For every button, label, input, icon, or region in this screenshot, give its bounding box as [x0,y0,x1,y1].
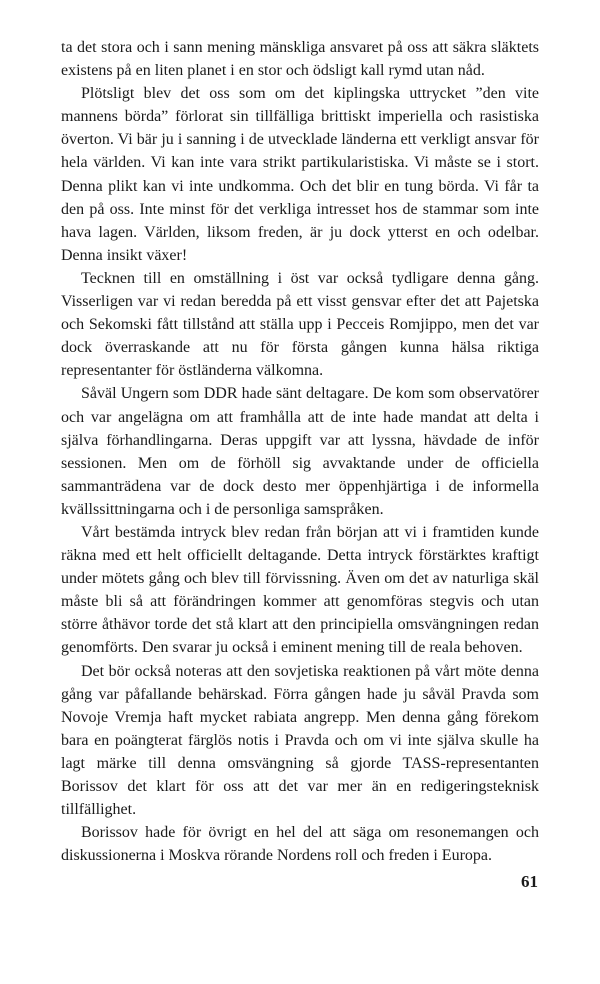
paragraph-4: Såväl Ungern som DDR hade sänt deltagare. De kom som observatörer och var angelägna om att framhålla att de inte hade mandat att delta i själva förhandlingarna. Deras uppgift var att lyssna, hävdade de inför sessionen. Men om de förhöll sig avvaktande under de officiella sammanträdena var de dock desto mer öppenhjärtiga i de informella kvällssittningarna och i de personliga samspråken. [61,385,539,518]
page-body [61,36,539,867]
paragraph-5: Vårt bestämda intryck blev redan från början att vi i framtiden kunde räkna med ett helt officiellt deltagande. Detta intryck förstärktes kraftigt under mötets gång och blev till förvissning. Även om det av naturliga skäl måste bli så att förändringen kommer att genomföras stegvis och utan större åthävor torde det stå klart att den principiella omsvängningen redan genomförts. Den svarar ju också i eminent mening till de reala behoven. [61,523,539,657]
paragraph-7: Borissov hade för övrigt en hel del att säga om resonemangen och diskussionerna i Moskva rörande Nordens roll och freden i Europa. [61,824,539,865]
paragraph-3: Tecknen till en omställning i öst var också tydligare denna gång. Visserligen var vi redan beredda på ett visst gensvar efter det att Pajetska och Sekomski fått tillstånd att ställa upp i Pecceis Romjippo, men det var dock överraskande att nu för första gången kunna hälsa riktiga representanter för östländerna välkomna. [61,269,539,380]
paragraph-2: Plötsligt blev det oss som om det kiplingska uttrycket ”den vite mannens börda” förlorat sin tillfälliga brittiskt imperiella och rasistiska överton. Vi bär ju i sanning i de utvecklade länderna ett verkligt ansvar för hela världen. Vi kan inte vara strikt partikularistiska. Vi måste se i stort. Denna plikt kan vi inte undkomma. Och det blir en tung börda. Vi får ta den på oss. Inte minst för det verkliga intresset hos de stammar som inte hava lagen. Världen, liksom freden, är ju dock ytterst en och odelbar. Denna insikt växer! [61,85,539,264]
paragraph-1: ta det stora och i sann mening mänskliga ansvaret på oss att säkra släktets existens på en liten planet i en stor och ödsligt kall rymd utan nåd. [61,39,539,80]
page-number: 61 [521,872,538,891]
paragraph-6: Det bör också noteras att den sovjetiska reaktionen på vårt möte denna gång var påfallande behärskad. Förra gången hade ju såväl Pravda som Novoje Vremja haft mycket rabiata angrepp. Men denna gång förekom bara en poängterat färglös notis i Pravda och om vi inte själva skulle ha lagt märke till denna omsvängning så gjorde TASS-representanten Borissov det klart för oss att det var mer än en redigeringsteknisk tillfällighet. [61,662,539,819]
